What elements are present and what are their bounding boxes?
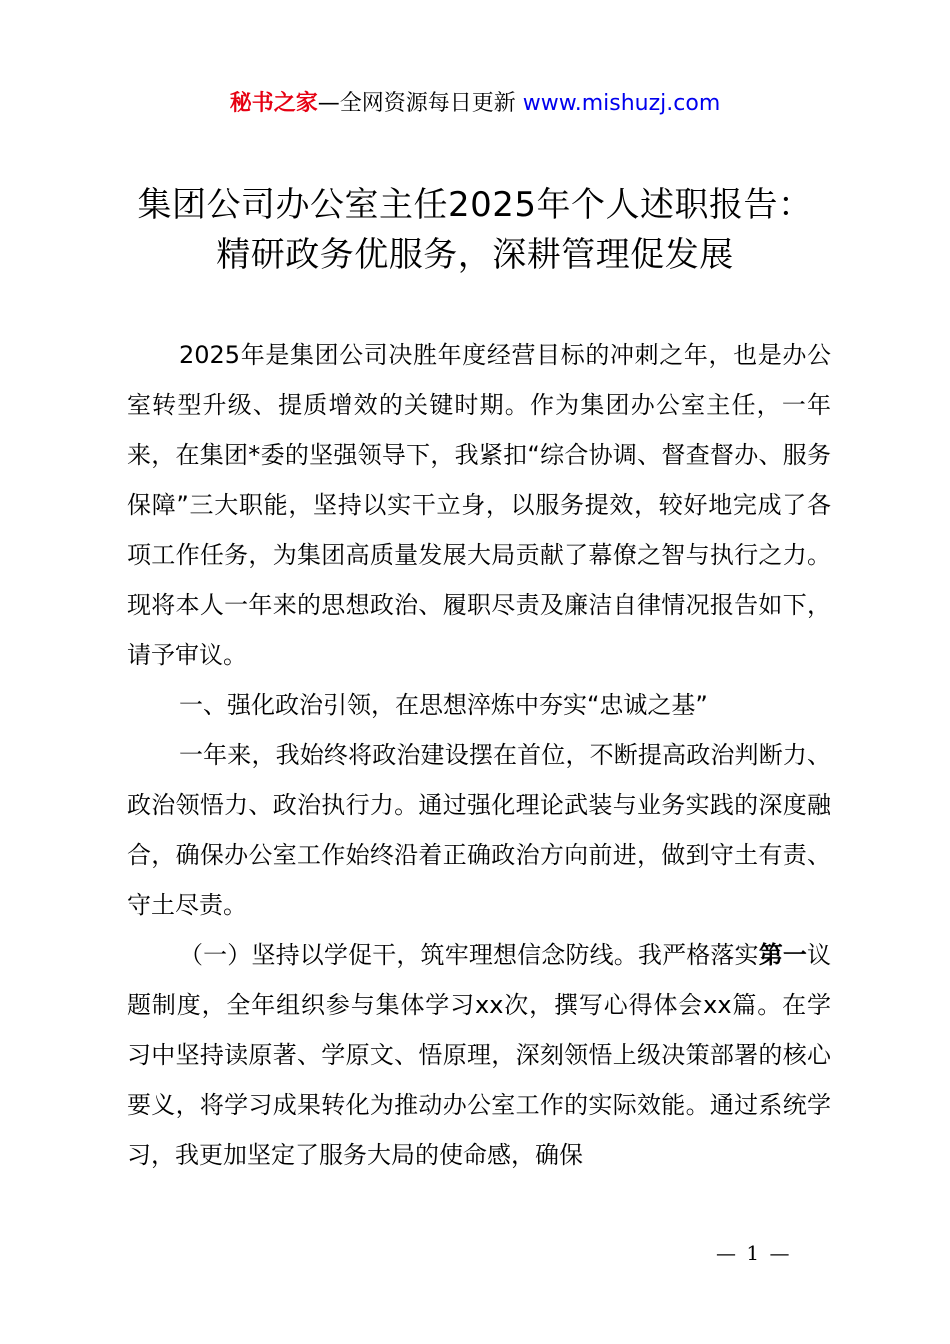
section-1-paragraph: 一年来，我始终将政治建设摆在首位，不断提高政治判断力、政治领悟力、政治执行力。通过强化理论武装与业务实践的深度融合，确保办公室工作始终沿着正确政治方向前进，做到守土有责、守土尽责。	[127, 741, 831, 919]
site-header	[0, 84, 950, 124]
document-title	[40, 180, 910, 280]
title-line-1: 集团公司办公室主任2025年个人述职报告：	[137, 185, 813, 225]
subsection-1-bold: 第一	[758, 941, 808, 969]
title-line-2: 精研政务优服务，深耕管理促发展	[216, 235, 734, 275]
subsection-1-rest: 议题制度，全年组织参与集体学习xx次，撰写心得体会xx篇。在学习中坚持读原著、学原文、悟原理，深刻领悟上级决策部署的核心要义，将学习成果转化为推动办公室工作的实际效能。通过系统学习，我更加坚定了服务大局的使命感，确保	[127, 941, 832, 1169]
site-tagline: —全网资源每日更新	[317, 91, 516, 116]
document-body	[127, 330, 831, 1180]
intro-paragraph: 2025年是集团公司决胜年度经营目标的冲刺之年，也是办公室转型升级、提质增效的关键时期。作为集团办公室主任，一年来，在集团*委的坚强领导下，我紧扣“综合协调、督查督办、服务保障”三大职能，坚持以实干立身，以服务提效，较好地完成了各项工作任务，为集团高质量发展大局贡献了幕僚之智与执行之力。现将本人一年来的思想政治、履职尽责及廉洁自律情况报告如下，请予审议。	[127, 341, 831, 669]
page-number: — 1 —	[716, 1241, 792, 1265]
subsection-1-paragraph	[127, 930, 831, 1180]
site-url[interactable]: www.mishuzj.com	[522, 91, 721, 116]
site-brand: 秘书之家	[229, 91, 318, 116]
subsection-1-start: （一）坚持以学促干，筑牢理想信念防线。我严格落实	[179, 941, 759, 969]
section-1-heading: 一、强化政治引领，在思想淬炼中夯实“忠诚之基”	[179, 691, 708, 719]
